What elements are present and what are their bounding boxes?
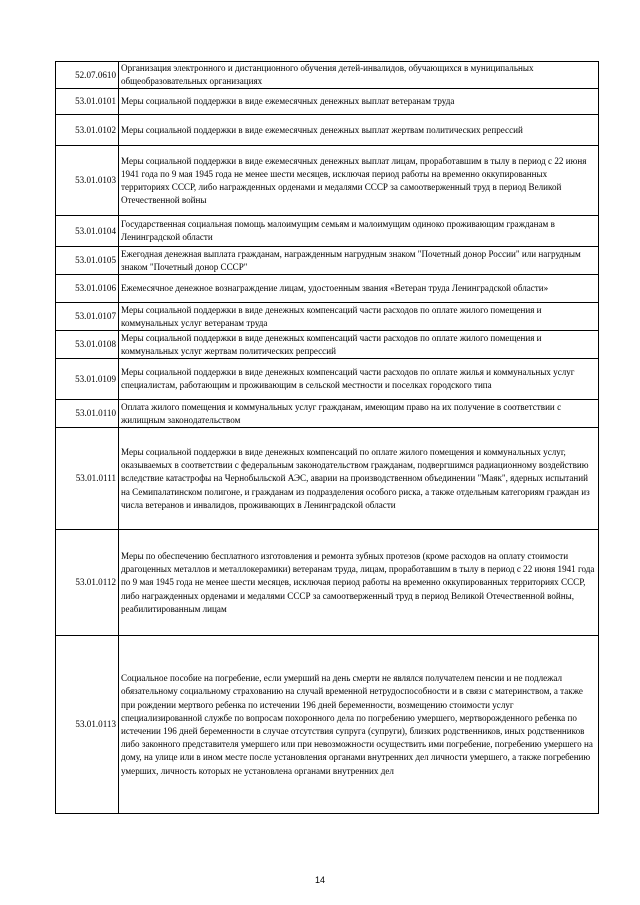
table-row bbox=[56, 428, 599, 530]
row-description: Меры социальной поддержки в виде денежных компенсаций по оплате жилого помещения и коммунальных услуг, оказываемых в соответствии с федеральным законодательством гражданам, подвергшимся радиационному воздействию вследствие катастрофы на Чернобыльской АЭС, аварии на производственном объединении "Маяк", ядерных испытаний на Семипалатинском полигоне, и гражданам из подразделения особого риска, а также отдельным категориям граждан из числа ветеранов и инвалидов, проживающих в Ленинградской области bbox=[119, 428, 599, 530]
table-row bbox=[56, 275, 599, 303]
row-code: 53.01.0109 bbox=[56, 359, 119, 400]
table-row bbox=[56, 62, 599, 89]
row-description: Ежегодная денежная выплата гражданам, награжденным нагрудным знаком "Почетный донор России" или нагрудным знаком "Почетный донор СССР" bbox=[119, 247, 599, 275]
row-code: 53.01.0108 bbox=[56, 331, 119, 359]
row-description: Оплата жилого помещения и коммунальных услуг гражданам, имеющим право на их получение в соответствии с жилищным законодательством bbox=[119, 400, 599, 428]
row-description: Меры по обеспечению бесплатного изготовления и ремонта зубных протезов (кроме расходов на оплату стоимости драгоценных металлов и металлокерамики) ветеранам труда, лицам, проработавшим в тылу в период с 22 июня 1941 года по 9 мая 1945 года не менее шести месяцев, исключая период работы на временно оккупированных территориях СССР, либо награжденных орденами и медалями СССР за самоотверженный труд в период Великой Отечественной войны, реабилитированным лицам bbox=[119, 530, 599, 636]
table-row bbox=[56, 146, 599, 216]
row-description: Меры социальной поддержки в виде денежных компенсаций части расходов по оплате жилого помещения и коммунальных услуг жертвам политических репрессий bbox=[119, 331, 599, 359]
row-description: Ежемесячное денежное вознаграждение лицам, удостоенным звания «Ветеран труда Ленинградской области» bbox=[119, 275, 599, 303]
row-code: 53.01.0105 bbox=[56, 247, 119, 275]
row-code: 52.07.0610 bbox=[56, 62, 119, 89]
table-row bbox=[56, 303, 599, 331]
row-code: 53.01.0113 bbox=[56, 636, 119, 814]
row-code: 53.01.0107 bbox=[56, 303, 119, 331]
table-row bbox=[56, 359, 599, 400]
table-row bbox=[56, 530, 599, 636]
row-description: Государственная социальная помощь малоимущим семьям и малоимущим одиноко проживающим гражданам в Ленинградской области bbox=[119, 216, 599, 247]
row-code: 53.01.0103 bbox=[56, 146, 119, 216]
row-description: Меры социальной поддержки в виде ежемесячных денежных выплат лицам, проработавшим в тылу в период с 22 июня 1941 года по 9 мая 1945 года не менее шести месяцев, исключая период работы на временно оккупированных территориях СССР, либо награжденных орденами и медалями СССР за самоотверженный труд в период Великой Отечественной войны bbox=[119, 146, 599, 216]
table-row bbox=[56, 89, 599, 115]
table-row bbox=[56, 247, 599, 275]
table-row bbox=[56, 115, 599, 146]
row-description: Меры социальной поддержки в виде денежных компенсаций части расходов по оплате жилого помещения и коммунальных услуг ветеранам труда bbox=[119, 303, 599, 331]
row-code: 53.01.0106 bbox=[56, 275, 119, 303]
table-row bbox=[56, 400, 599, 428]
row-description: Меры социальной поддержки в виде ежемесячных денежных выплат жертвам политических репрессий bbox=[119, 115, 599, 146]
table-row bbox=[56, 636, 599, 814]
row-code: 53.01.0104 bbox=[56, 216, 119, 247]
table-row bbox=[56, 331, 599, 359]
row-description: Организация электронного и дистанционного обучения детей-инвалидов, обучающихся в муниципальных общеобразовательных организациях bbox=[119, 62, 599, 89]
row-code: 53.01.0111 bbox=[56, 428, 119, 530]
row-code: 53.01.0110 bbox=[56, 400, 119, 428]
classification-table bbox=[55, 61, 599, 814]
row-code: 53.01.0112 bbox=[56, 530, 119, 636]
table-row bbox=[56, 216, 599, 247]
row-code: 53.01.0102 bbox=[56, 115, 119, 146]
row-description: Социальное пособие на погребение, если умерший на день смерти не являлся получателем пенсии и не подлежал обязательному социальному страхованию на случай временной нетрудоспособности и в связи с материнством, а также при рождении мертвого ребенка по истечении 196 дней беременности, возмещению стоимости услуг специализированной службе по вопросам похоронного дела по погребению умершего, мертворожденного ребенка по истечении 196 дней беременности в случае отсутствия супруга (супруги), близких родственников, иных родственников либо законного представителя умершего или при невозможности осуществить ими погребение, погребению умершего на дому, на улице или в ином месте после установления органами внутренних дел личности умершего, а также погребению умерших, личность которых не установлена органами внутренних дел bbox=[119, 636, 599, 814]
row-description: Меры социальной поддержки в виде ежемесячных денежных выплат ветеранам труда bbox=[119, 89, 599, 115]
row-code: 53.01.0101 bbox=[56, 89, 119, 115]
page-number: 14 bbox=[314, 875, 325, 885]
row-description: Меры социальной поддержки в виде денежных компенсаций части расходов по оплате жилья и коммунальных услуг специалистам, работающим и проживающим в сельской местности и поселках городского типа bbox=[119, 359, 599, 400]
